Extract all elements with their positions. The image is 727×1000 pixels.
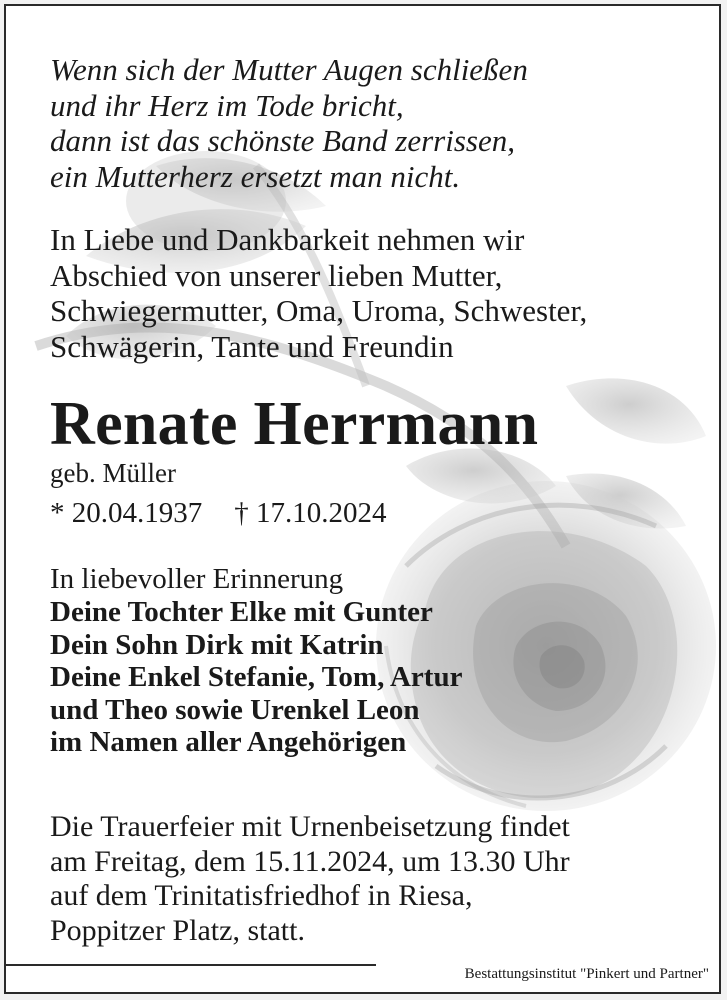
intro-line: Schwägerin, Tante und Freundin — [50, 328, 454, 364]
mourner-line: Deine Enkel Stefanie, Tom, Artur — [50, 661, 463, 694]
undertaker-credit: Bestattungsinstitut "Pinkert und Partner" — [464, 966, 709, 982]
poem-line: ein Mutterherz ersetzt man nicht. — [50, 158, 461, 194]
obituary-notice — [4, 4, 721, 994]
poem-line: dann ist das schönste Band zerrissen, — [50, 123, 515, 158]
poem-line: Wenn sich der Mutter Augen schließen — [50, 52, 528, 87]
funeral-line: Die Trauerfeier mit Urnenbeisetzung findet — [50, 810, 570, 843]
mourner-line: Deine Tochter Elke mit Gunter — [50, 596, 433, 628]
poem-line: und ihr Herz im Tode bricht, — [50, 87, 404, 123]
death-date: † 17.10.2024 — [234, 497, 387, 529]
funeral-line: am Freitag, dem 15.11.2024, um 13.30 Uhr — [50, 844, 570, 878]
funeral-details — [50, 810, 570, 948]
mourner-line: Dein Sohn Dirk mit Katrin — [50, 628, 384, 661]
intro-line: In Liebe und Dankbarkeit nehmen wir — [50, 222, 525, 257]
life-dates — [50, 496, 387, 530]
mourner-line: im Namen aller Angehörigen — [50, 726, 407, 759]
intro-line: Abschied von unserer lieben Mutter, — [50, 257, 503, 293]
mourners-list — [50, 596, 462, 759]
footer-divider — [6, 964, 376, 966]
farewell-intro — [50, 222, 587, 364]
funeral-line: auf dem Trinitatisfriedhof in Riesa, — [50, 879, 473, 912]
deceased-name: Renate Herrmann — [50, 390, 539, 458]
birth-name: geb. Müller — [50, 458, 176, 488]
poem — [50, 52, 528, 194]
funeral-line: Poppitzer Platz, statt. — [50, 913, 305, 947]
notice-content — [6, 6, 721, 994]
intro-line: Schwiegermutter, Oma, Uroma, Schwester, — [50, 293, 588, 328]
mourner-line: und Theo sowie Urenkel Leon — [50, 693, 420, 726]
birth-date: * 20.04.1937 — [50, 497, 203, 529]
memorial-intro: In liebevoller Erinnerung — [50, 563, 344, 595]
